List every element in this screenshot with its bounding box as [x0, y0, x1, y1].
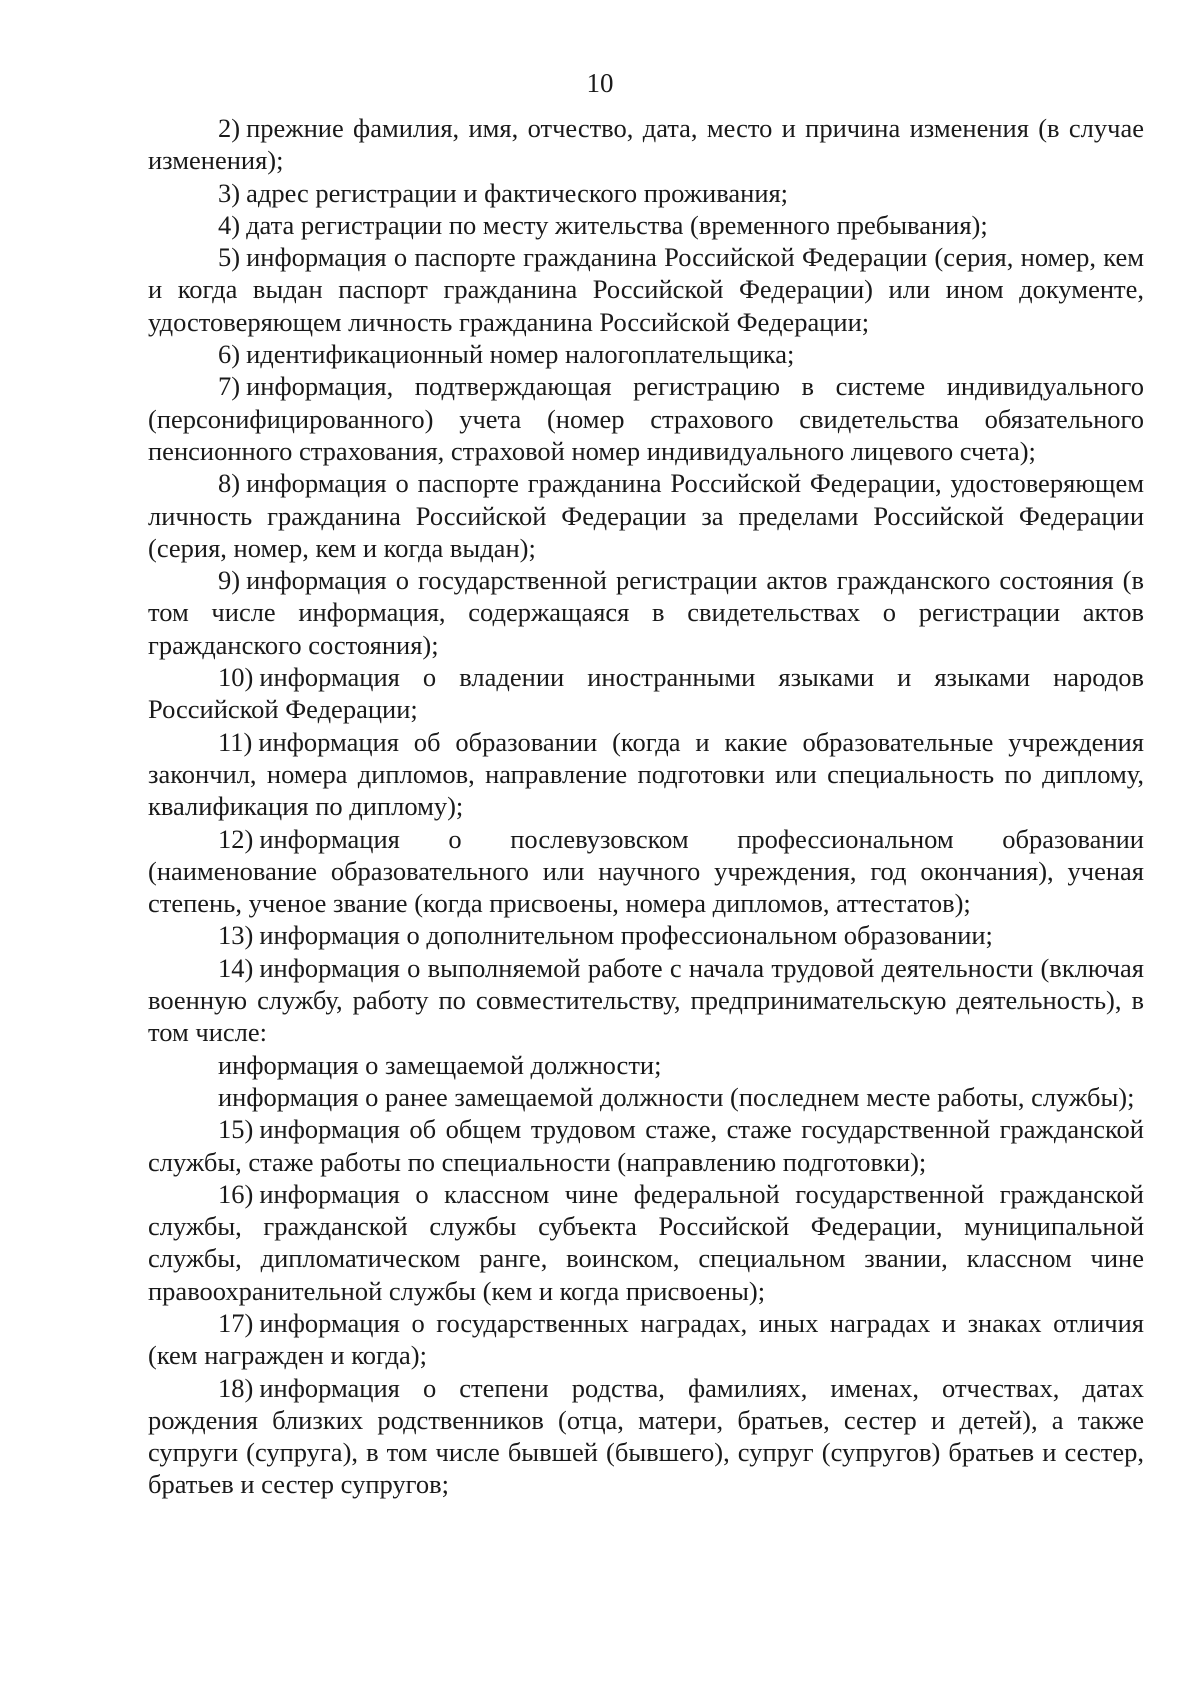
list-item: [148, 209, 1144, 241]
list-item: [148, 661, 1144, 726]
list-item-text: информация о дополнительном профессиональном образовании;: [259, 920, 993, 951]
list-item-text: прежние фамилия, имя, отчество, дата, место и причина изменения (в случае изменения);: [148, 113, 1144, 176]
list-item-number: 8): [218, 468, 241, 499]
list-item: [148, 112, 1144, 177]
list-item-number: 17): [218, 1307, 254, 1338]
list-item-number: 14): [218, 952, 254, 983]
list-item: [148, 241, 1144, 338]
list-item: [148, 370, 1144, 467]
list-item-text: информация, подтверждающая регистрацию в системе индивидуального (персонифицированного) учета (номер страхового свидетельства обязательного пенсионного страхования, страховой номер индивидуального лицевого счета);: [148, 371, 1144, 466]
list-item: [148, 338, 1144, 370]
list-item-text: идентификационный номер налогоплательщика;: [246, 339, 795, 370]
list-item: [148, 1178, 1144, 1307]
list-item: [148, 1113, 1144, 1178]
list-item: [148, 177, 1144, 209]
list-item-text: информация о замещаемой должности;: [218, 1049, 662, 1080]
list-item-number: 6): [218, 339, 241, 370]
list-item-number: 3): [218, 177, 241, 208]
list-item-number: 9): [218, 565, 241, 596]
page-number: 10: [586, 68, 614, 98]
list-item-number: 12): [218, 823, 254, 854]
list-item-number: 10): [218, 662, 254, 693]
list-item: [148, 467, 1144, 564]
list-item-text: информация о выполняемой работе с начала трудовой деятельности (включая военную службу, работу по совместительству, предпринимательскую деятельность), в том числе:: [148, 952, 1144, 1048]
list-item: [148, 952, 1144, 1049]
list-item: [148, 823, 1144, 920]
document-body: [148, 112, 1144, 1501]
list-item-number: 11): [218, 726, 253, 757]
list-item: [148, 919, 1144, 951]
list-item: [148, 1372, 1144, 1501]
list-item-text: информация о ранее замещаемой должности (последнем месте работы, службы);: [218, 1081, 1135, 1112]
list-item-number: 5): [218, 242, 241, 273]
list-item-text: информация о государственной регистрации актов гражданского состояния (в том числе информация, содержащаяся в свидетельствах о регистрации актов гражданского состояния);: [148, 565, 1144, 660]
list-item-text: информация о владении иностранными языками и языками народов Российской Федерации;: [148, 662, 1144, 725]
list-item: [148, 726, 1144, 823]
list-item: [148, 564, 1144, 661]
list-item-number: 15): [218, 1114, 254, 1145]
list-item-number: 4): [218, 209, 241, 240]
list-item-text: информация об общем трудовом стаже, стаже государственной гражданской службы, стаже работы по специальности (направлению подготовки);: [148, 1114, 1144, 1177]
list-item-text: дата регистрации по месту жительства (временного пребывания);: [246, 209, 988, 240]
list-item-text: адрес регистрации и фактического проживания;: [246, 177, 789, 208]
list-item-text: информация об образовании (когда и какие образовательные учреждения закончил, номера дипломов, направление подготовки или специальность по диплому, квалификация по диплому);: [148, 726, 1144, 822]
list-item-number: 16): [218, 1178, 254, 1209]
list-item-number: 18): [218, 1372, 254, 1403]
list-item-text: информация о паспорте гражданина Российской Федерации (серия, номер, кем и когда выдан паспорт гражданина Российской Федерации) или ином документе, удостоверяющем личность гражданина Российской Федерации;: [148, 242, 1144, 337]
list-item-number: 7): [218, 371, 241, 402]
list-item-text: информация о классном чине федеральной государственной гражданской службы, гражданской службы субъекта Российской Федерации, муниципальной службы, дипломатическом ранге, воинском, специальном звании, классном чине правоохранительной службы (кем и когда присвоены);: [148, 1178, 1144, 1306]
list-item: [148, 1049, 1144, 1081]
list-item-text: информация о послевузовском профессиональном образовании (наименование образовательного или научного учреждения, год окончания), ученая степень, ученое звание (когда присвоены, номера дипломов, аттестатов);: [148, 823, 1144, 919]
list-item-number: 13): [218, 920, 254, 951]
list-item: [148, 1307, 1144, 1372]
list-item-number: 2): [218, 113, 241, 143]
list-item-text: информация о степени родства, фамилиях, именах, отчествах, датах рождения близких родственников (отца, матери, братьев, сестер и детей), а также супруги (супруга), в том числе бывшей (бывшего), супруг (супругов) братьев и сестер, братьев и сестер супругов;: [148, 1372, 1144, 1500]
list-item-text: информация о государственных наградах, иных наградах и знаках отличия (кем награжден и когда);: [148, 1307, 1144, 1371]
list-item: [148, 1081, 1144, 1113]
list-item-text: информация о паспорте гражданина Российской Федерации, удостоверяющем личность гражданина Российской Федерации за пределами Российской Федерации (серия, номер, кем и когда выдан);: [148, 468, 1144, 563]
